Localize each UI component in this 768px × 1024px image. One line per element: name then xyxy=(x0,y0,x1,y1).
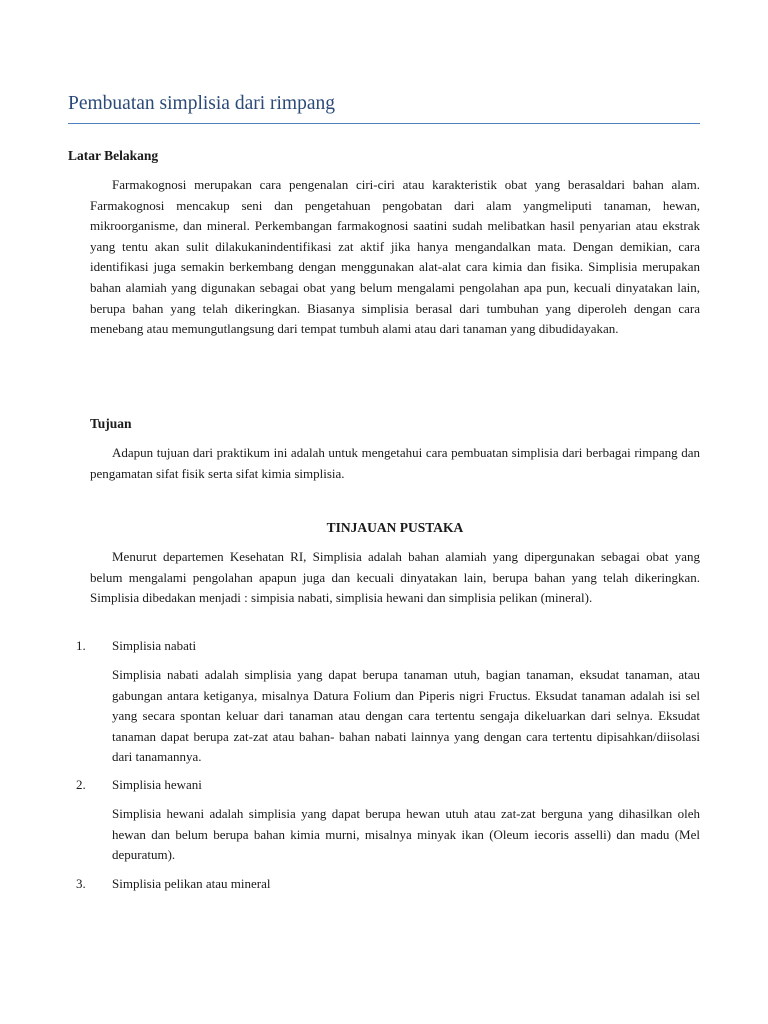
title-underline xyxy=(68,123,700,124)
tujuan-paragraph: Adapun tujuan dari praktikum ini adalah untuk mengetahui cara pembuatan simplisia dari berbagai rimpang dan pengamatan sifat fisik serta sifat kimia simplisia. xyxy=(90,445,700,481)
latar-belakang-heading: Latar Belakang xyxy=(68,148,159,163)
list-item-paragraph-simplisia-hewani: Simplisia hewani adalah simplisia yang dapat berupa hewan utuh atau zat-zat berguna yang dihasilkan oleh hewan dan belum berupa bahan kimia murni, misalnya minyak ikan (Oleum iecoris asselli) dan madu (Mel depuratum). xyxy=(112,806,700,863)
document-title: Pembuatan simplisia dari rimpang xyxy=(68,93,335,114)
tinjauan-pustaka-heading: TINJAUAN PUSTAKA xyxy=(326,520,464,535)
list-item-number: 1. xyxy=(76,638,86,653)
latar-belakang-paragraph: Farmakognosi merupakan cara pengenalan ciri-ciri atau karakteristik obat yang berasaldari bahan alam. Farmakognosi mencakup seni dan pengetahuan pengobatan dari alam yangmeliputi tanaman, hewan, mikroorganisme, dan mineral. Perkembangan farmakognosi saatini sudah melibatkan hasil penyarian atau ekstrak yang tentu akan sulit dilakukanindentifikasi zat aktif jika hanya mengandalkan mata. Dengan demikian, cara identifikasi juga semakin berkembang dengan menggunakan alat-alat cara kimia dan fisika. Simplisia merupakan bahan alamiah yang digunakan sebagai obat yang belum mengalami pengolahan apa pun, kecuali dinyatakan lain, berupa bahan yang telah dikeringkan. Biasanya simplisia berasal dari tumbuhan yang diperoleh dengan cara menebang atau memungutlangsung dari tempat tumbuh alami atau dari tanaman yang dibudidayakan. xyxy=(90,177,700,337)
list-item-number: 3. xyxy=(76,876,86,891)
list-item-label-simplisia-nabati: Simplisia nabati xyxy=(112,638,197,653)
list-item-paragraph-simplisia-nabati: Simplisia nabati adalah simplisia yang dapat berupa tanaman utuh, bagian tanaman, eksudat tanaman, atau gabungan antara ketiganya, misalnya Datura Folium dan Piperis nigri Fructus. Eksudat tanaman adalah isi sel yang secara spontan keluar dari tanaman atau dengan cara tertentu sengaja dikeluarkan dari selnya. Eksudat tanaman dapat berupa zat-zat atau bahan- bahan nabati lainnya yang dengan cara tertentu dipisahkan/diisolasi dari tanamannya. xyxy=(112,667,700,765)
tujuan-heading: Tujuan xyxy=(90,416,132,431)
list-item-label-simplisia-hewani: Simplisia hewani xyxy=(112,777,202,792)
tinjauan-pustaka-paragraph: Menurut departemen Kesehatan RI, Simplisia adalah bahan alamiah yang dipergunakan sebagai obat yang belum mengalami pengolahan apapun juga dan kecuali dinyatakan lain, berupa bahan yang telah dikeringkan. Simplisia dibedakan menjadi : simpisia nabati, simplisia hewani dan simplisia pelikan (mineral). xyxy=(90,549,700,606)
list-item-label-simplisia-pelikan: Simplisia pelikan atau mineral xyxy=(112,876,271,891)
list-item-number: 2. xyxy=(76,777,86,792)
